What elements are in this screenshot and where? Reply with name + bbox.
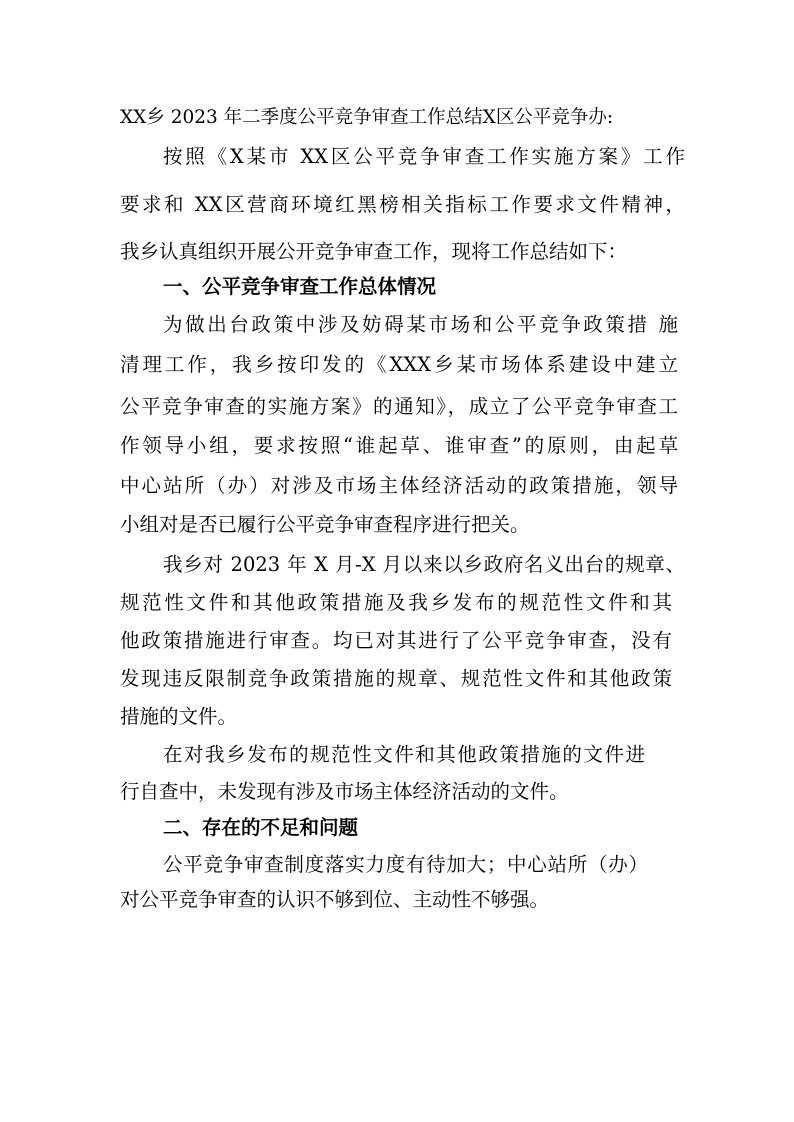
section-heading-2: 二、存在的不足和问题 bbox=[163, 816, 359, 839]
paragraph-line: 小组对是否已履行公平竞争审查程序进行把关。 bbox=[120, 513, 530, 536]
paragraph-line: 措施的文件。 bbox=[120, 705, 238, 728]
intro-line-1: 按照《X某市 XX区公平竞争审查工作实施方案》工作 bbox=[163, 145, 685, 168]
paragraph-line: 规范性文件和其他政策措施及我乡发布的规范性文件和其 bbox=[120, 591, 672, 614]
paragraph-line: 发现违反限制竞争政策措施的规章、规范性文件和其他政策 bbox=[120, 667, 672, 690]
paragraph-line: 清理工作，我乡按印发的《XXX乡某市场体系建设中建立 bbox=[120, 353, 678, 376]
paragraph-line: 对公平竞争审查的认识不够到位、主动性不够强。 bbox=[120, 888, 550, 911]
paragraph-line: 中心站所（办）对涉及市场主体经济活动的政策措施，领导 bbox=[120, 474, 678, 497]
paragraph-line: 在对我乡发布的规范性文件和其他政策措施的文件进 bbox=[163, 743, 645, 766]
intro-line-2: 要求和 XX区营商环境红黑榜相关指标工作要求文件精神， bbox=[120, 193, 685, 216]
paragraph-line: 公平竞争审查的实施方案》的通知》，成立了公平竞争审查工 bbox=[120, 395, 678, 418]
paragraph-line: 为做出台政策中涉及妨碍某市场和公平竞争政策措 施 bbox=[163, 313, 678, 336]
document-title-line: XX乡 2023 年二季度公平竞争审查工作总结X区公平竞争办: bbox=[120, 107, 614, 128]
paragraph-line: 我乡对 2023 年 X 月-X 月以来以乡政府名义出台的规章、 bbox=[163, 553, 685, 576]
paragraph-line: 公平竞争审查制度落实力度有待加大；中心站所（办） bbox=[163, 853, 648, 876]
section-heading-1: 一、公平竞争审查工作总体情况 bbox=[163, 275, 437, 298]
paragraph-line: 他政策措施进行审查。均已对其进行了公平竞争审查，没有 bbox=[120, 629, 672, 652]
intro-line-3: 我乡认真组织开展公开竞争审查工作，现将工作总结如下： bbox=[120, 240, 628, 263]
paragraph-line: 作领导小组，要求按照“谁起草、谁审查”的原则，由起草 bbox=[120, 434, 678, 457]
paragraph-line: 行自查中，未发现有涉及市场主体经济活动的文件。 bbox=[120, 780, 569, 803]
